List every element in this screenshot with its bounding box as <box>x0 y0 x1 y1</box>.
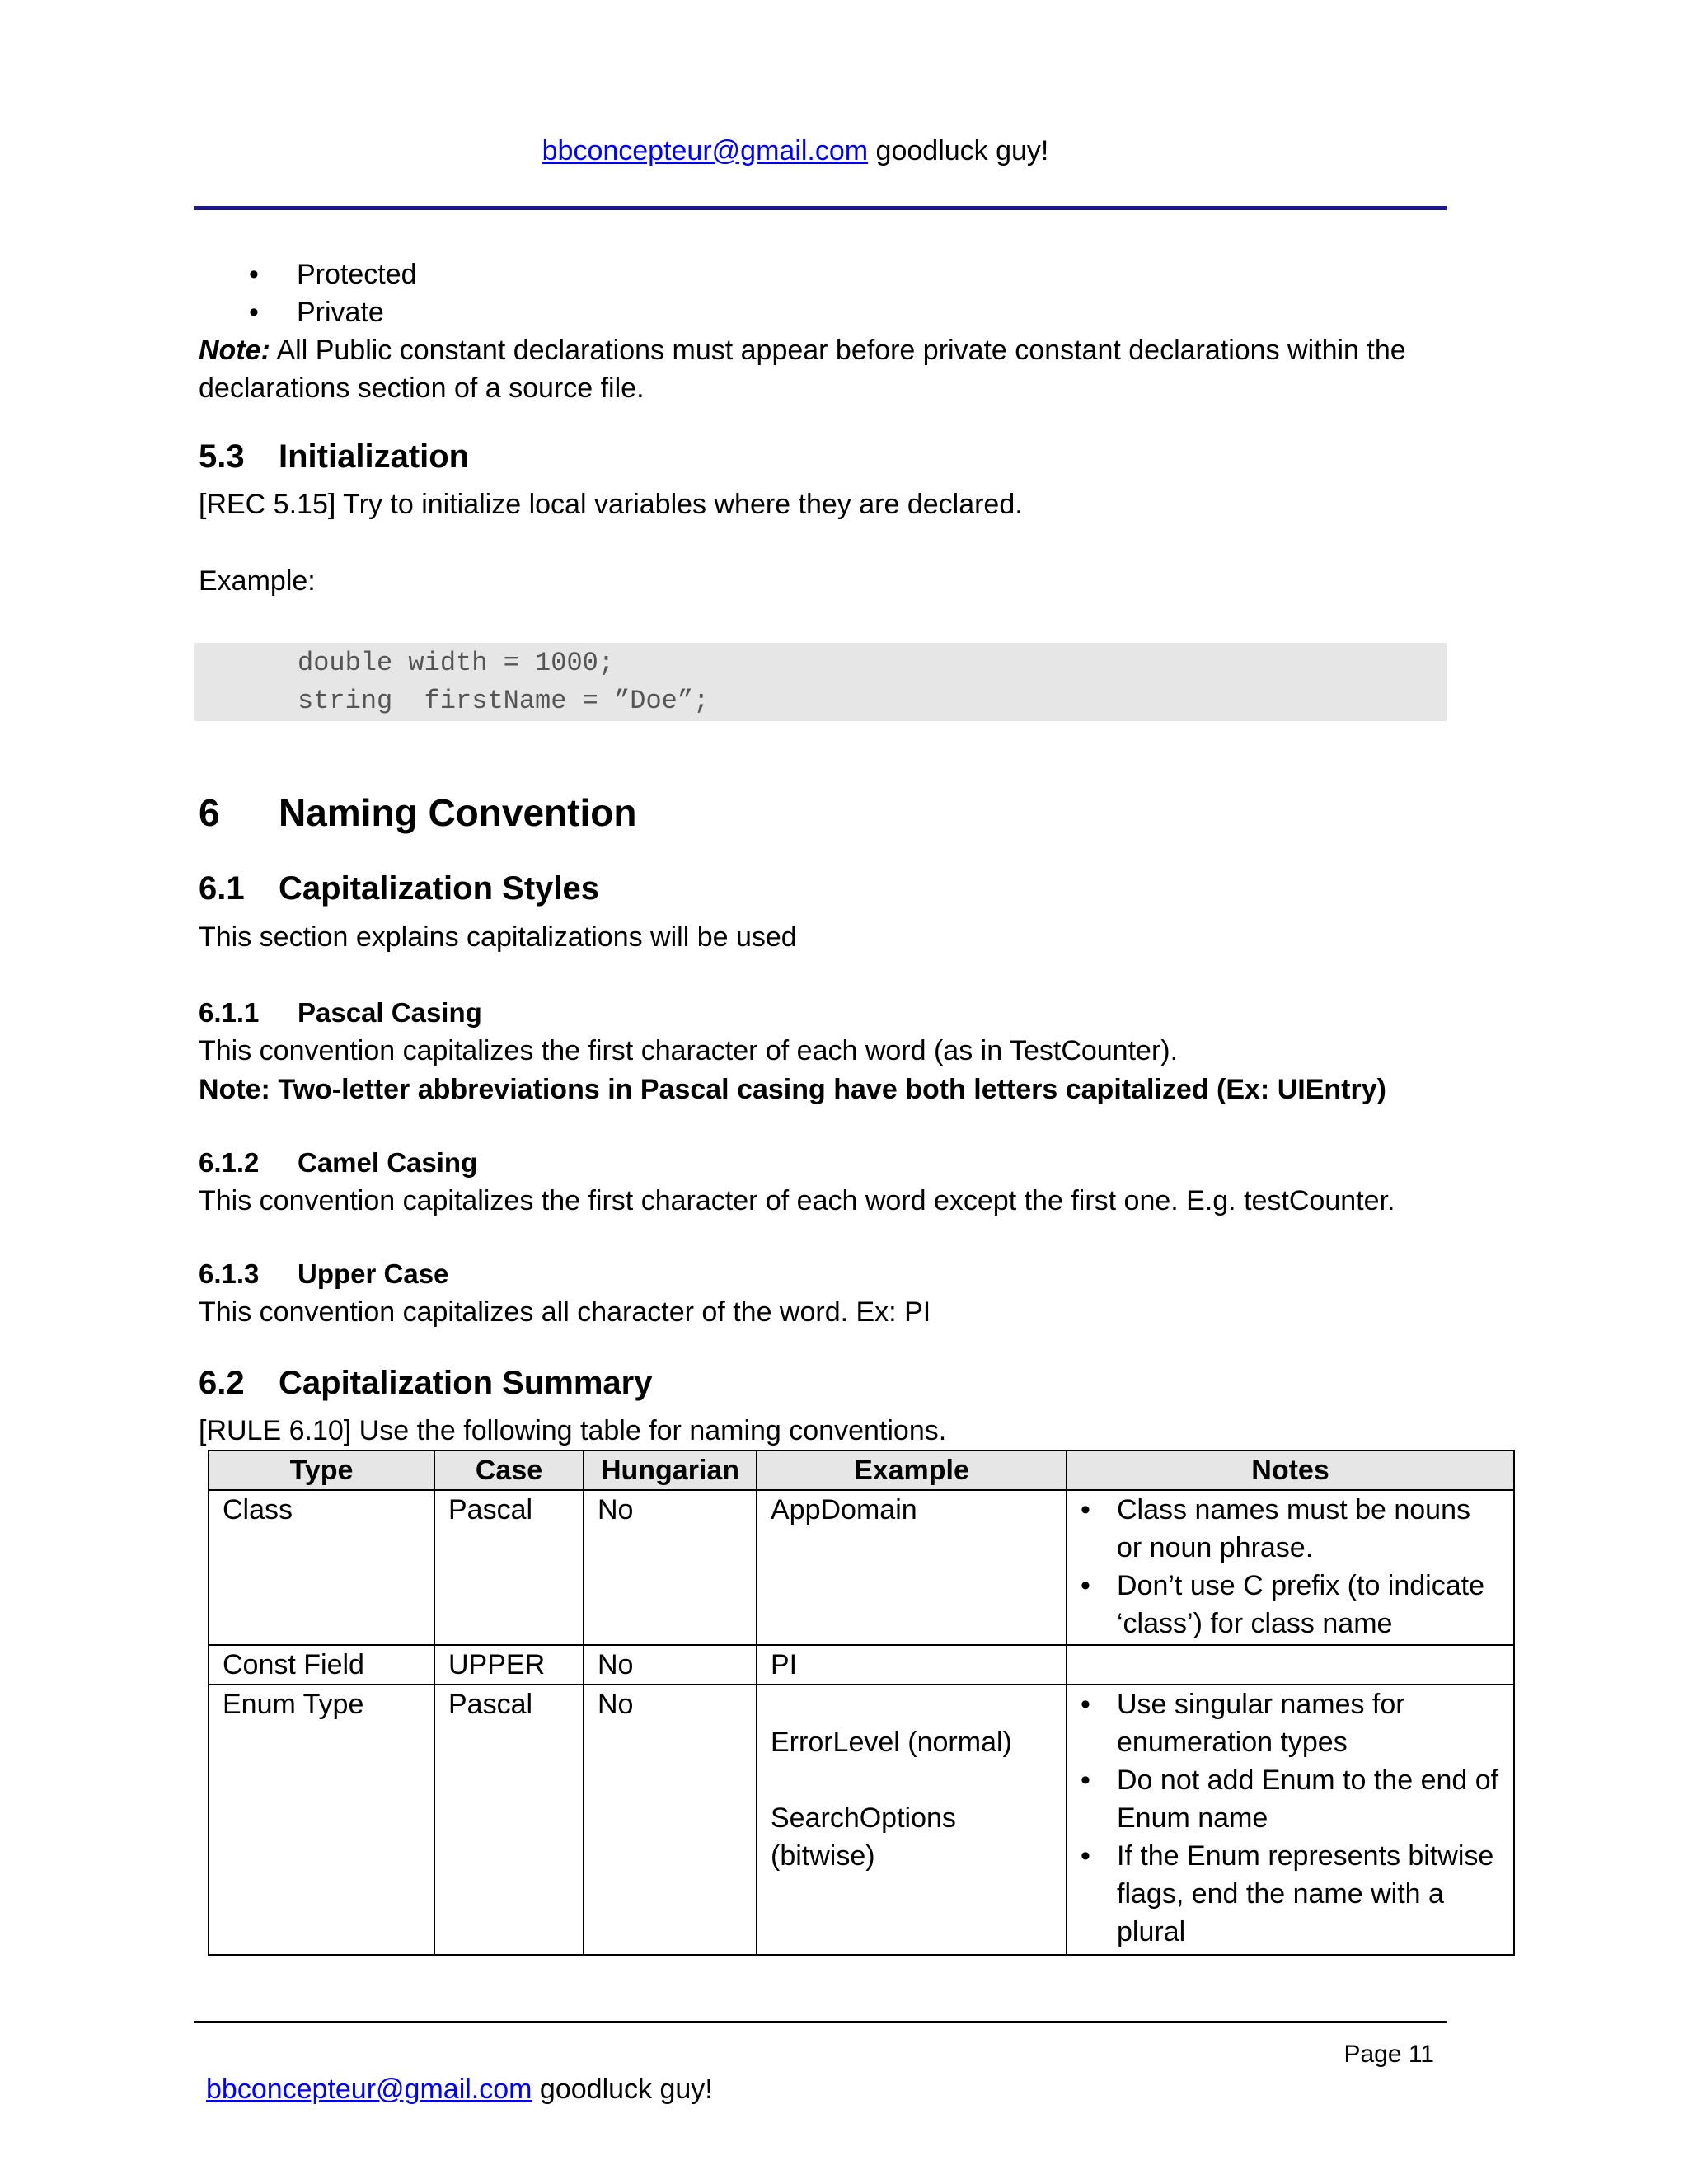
table-row <box>209 1645 1514 1685</box>
table-row <box>209 1490 1514 1645</box>
bullet-icon: • <box>1081 1765 1090 1796</box>
section-number: 6.2 <box>199 1365 245 1401</box>
section-number: 6.1 <box>199 870 245 907</box>
subsection-number: 6.1.3 <box>199 1258 260 1289</box>
subsection-title: Camel Casing <box>298 1147 478 1178</box>
header-tagline: goodluck guy! <box>868 135 1049 166</box>
section-number: 5.3 <box>199 438 245 475</box>
section-title: Capitalization Summary <box>279 1365 653 1401</box>
example-label: Example: <box>199 565 316 597</box>
cell-case: Pascal <box>434 1490 584 1645</box>
cell-notes <box>1067 1645 1514 1685</box>
note-text: Use singular names for enumeration types <box>1117 1689 1405 1758</box>
bullet-icon: • <box>249 259 259 290</box>
cell-type: Enum Type <box>209 1685 434 1955</box>
note-text: Class names must be nouns or noun phrase. <box>1117 1494 1470 1563</box>
cell-notes <box>1067 1490 1514 1645</box>
column-header-type: Type <box>209 1451 434 1490</box>
cell-notes <box>1067 1685 1514 1955</box>
list-item <box>1081 1761 1500 1837</box>
cell-type: Class <box>209 1490 434 1645</box>
bullet-icon: • <box>1081 1689 1090 1720</box>
footer-divider <box>194 2021 1447 2023</box>
list-item <box>198 255 417 293</box>
table-row <box>209 1685 1514 1955</box>
section-heading-6-2 <box>199 1362 652 1404</box>
notes-list <box>1081 1491 1500 1643</box>
footer-email-link[interactable]: bbconcepteur@gmail.com <box>206 2074 532 2105</box>
example-line: ErrorLevel (normal) <box>771 1727 1012 1758</box>
column-header-hungarian: Hungarian <box>584 1451 757 1490</box>
example-line: SearchOptions (bitwise) <box>771 1802 956 1872</box>
page-number: Page 11 <box>1343 2041 1434 2068</box>
cell-hungarian: No <box>584 1490 757 1645</box>
cell-example: PI <box>757 1645 1067 1685</box>
section-6-1-intro: This section explains capitalizations will be used <box>199 921 797 953</box>
rec-5-15-text: [REC 5.15] Try to initialize local variables where they are declared. <box>199 489 1023 520</box>
pascal-casing-text: This convention capitalizes the first character of each word (as in TestCounter). <box>199 1035 1179 1066</box>
column-header-case: Case <box>434 1451 584 1490</box>
subsection-number: 6.1.1 <box>199 997 260 1028</box>
constant-order-note <box>199 331 1451 407</box>
bullet-icon: • <box>1081 1570 1090 1601</box>
section-heading-5-3 <box>199 436 469 477</box>
upper-case-text: This convention capitalizes all character of the word. Ex: PI <box>199 1296 931 1328</box>
page-footer <box>206 2070 713 2108</box>
cell-example <box>757 1685 1067 1955</box>
column-header-example: Example <box>757 1451 1067 1490</box>
bullet-icon: • <box>1081 1494 1090 1526</box>
note-text: Do not add Enum to the end of Enum name <box>1117 1765 1499 1834</box>
cell-type: Const Field <box>209 1645 434 1685</box>
bullet-icon: • <box>1081 1840 1090 1872</box>
subsection-number: 6.1.2 <box>199 1147 260 1178</box>
subsection-heading-6-1-3 <box>199 1256 448 1292</box>
list-item <box>1081 1491 1500 1567</box>
code-line: double width = 1000; <box>298 648 615 678</box>
cell-example: AppDomain <box>757 1490 1067 1645</box>
section-title: Capitalization Styles <box>279 870 599 907</box>
cell-case: Pascal <box>434 1685 584 1955</box>
list-item <box>1081 1837 1500 1951</box>
cell-hungarian: No <box>584 1645 757 1685</box>
list-item <box>1081 1685 1500 1761</box>
list-item-label: Protected <box>297 259 417 290</box>
subsection-heading-6-1-2 <box>199 1145 477 1181</box>
bullet-icon: • <box>249 297 259 328</box>
code-example-block <box>194 643 1447 721</box>
cell-case: UPPER <box>434 1645 584 1685</box>
access-level-list <box>198 255 417 331</box>
chapter-heading-6 <box>199 790 636 836</box>
column-header-notes: Notes <box>1067 1451 1514 1490</box>
list-item <box>198 293 417 331</box>
cell-hungarian: No <box>584 1685 757 1955</box>
subsection-title: Upper Case <box>298 1258 449 1289</box>
pascal-casing-note: Note: Two-letter abbreviations in Pascal casing have both letters capitalized (Ex: UIEntry) <box>199 1074 1386 1105</box>
footer-tagline: goodluck guy! <box>532 2074 713 2105</box>
note-text: All Public constant declarations must appear before private constant declarations within the declarations section of a source file. <box>199 335 1406 404</box>
capitalization-summary-table <box>208 1450 1515 1956</box>
chapter-title: Naming Convention <box>279 791 637 834</box>
code-line: string firstName = ”Doe”; <box>298 686 710 716</box>
rule-6-10-text: [RULE 6.10] Use the following table for naming conventions. <box>199 1415 947 1446</box>
header-email-link[interactable]: bbconcepteur@gmail.com <box>542 135 869 166</box>
page-header <box>0 132 1591 170</box>
header-divider <box>194 206 1447 210</box>
note-label: Note: <box>199 335 270 366</box>
notes-list <box>1081 1685 1500 1951</box>
note-text: If the Enum represents bitwise flags, end the name with a plural <box>1117 1840 1494 1947</box>
table-header-row <box>209 1451 1514 1490</box>
list-item <box>1081 1567 1500 1643</box>
list-item-label: Private <box>297 297 384 328</box>
subsection-title: Pascal Casing <box>298 997 482 1028</box>
section-title: Initialization <box>279 438 470 475</box>
note-text: Don’t use C prefix (to indicate ‘class’) for class name <box>1117 1570 1484 1639</box>
section-heading-6-1 <box>199 868 599 909</box>
chapter-number: 6 <box>199 791 220 834</box>
subsection-heading-6-1-1 <box>199 995 482 1031</box>
camel-casing-text: This convention capitalizes the first character of each word except the first one. E.g. testCounter. <box>199 1185 1395 1216</box>
